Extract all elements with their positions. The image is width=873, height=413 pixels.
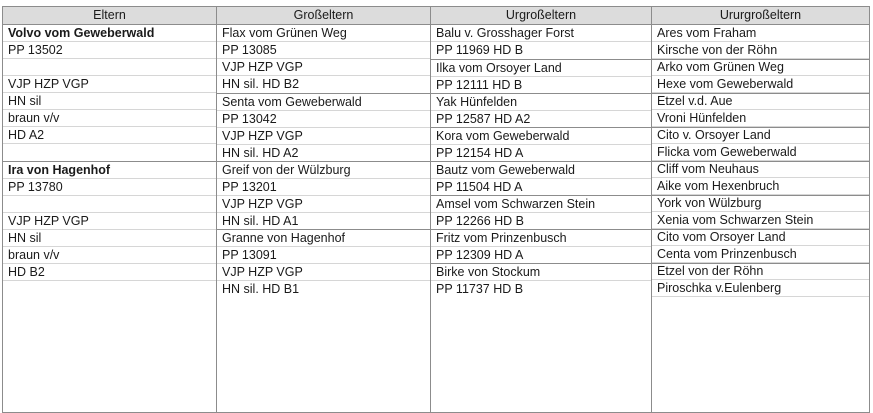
grandparent-name: Granne von Hagenhof [217,230,430,247]
header-grosseltern: Großeltern [216,7,430,24]
great-grandparent-name: Kora vom Geweberwald [431,128,651,145]
great-grandparent-name: Fritz vom Prinzenbusch [431,230,651,247]
grandparent-info: VJP HZP VGP [217,196,430,213]
grandparent-info: PP 13201 [217,179,430,196]
great-grandparent-info: PP 12266 HD B [436,214,525,228]
parent-info: HD A2 [3,127,216,144]
parent-info: HN sil [3,93,216,110]
parent-info: VJP HZP VGP [3,76,216,93]
parent-info: braun v/v [3,110,216,127]
header-eltern: Eltern [93,8,126,22]
great-grandparent-cell [431,161,651,195]
column-grosseltern [216,25,430,412]
grandparent-info: HN sil. HD B1 [222,282,300,296]
parent-cell [3,25,216,161]
grandparent-cell [217,93,430,161]
great-great-grandparent-name: Cliff vom Neuhaus [652,161,869,178]
parent-name: Volvo vom Geweberwald [3,25,216,42]
parent-info: braun v/v [3,247,216,264]
great-great-grandparent-name: York von Wülzburg [652,195,869,212]
great-grandparent-name: Balu v. Grosshager Forst [431,25,651,42]
great-grandparent-cell [431,25,651,59]
parent-name: Ira von Hagenhof [3,162,216,179]
great-grandparent-info: PP 11737 HD B [436,282,524,296]
great-great-grandparent-name: Piroschka v.Eulenberg [652,280,869,297]
great-grandparent-info: PP 11969 HD B [436,43,524,57]
great-great-grandparent-name: Kirsche von der Röhn [652,42,869,59]
parent-info: HD B2 [3,264,216,281]
parent-info: PP 13780 [3,179,216,196]
great-great-grandparent-name: Cito vom Orsoyer Land [652,229,869,246]
grandparent-cell [217,161,430,229]
column-ururgrosseltern [651,25,869,412]
empty-line [3,281,216,298]
great-grandparent-info: PP 12587 HD A2 [436,112,531,126]
great-grandparent-cell [431,93,651,127]
empty-line [3,144,216,161]
grandparent-info: VJP HZP VGP [217,59,430,76]
pedigree-table [2,6,870,413]
great-grandparent-cell [431,59,651,93]
column-eltern [3,25,216,412]
great-great-grandparent-name: Vroni Hünfelden [652,110,869,127]
great-grandparent-info: PP 12154 HD A [436,146,524,160]
grandparent-cell [217,25,430,93]
grandparent-name: Greif von der Wülzburg [217,162,430,179]
grandparent-info: HN sil. HD B2 [222,77,300,91]
header-row [3,7,869,25]
great-great-grandparent-name: Hexe vom Geweberwald [652,76,869,93]
grandparent-info: VJP HZP VGP [217,264,430,281]
empty-line [3,196,216,213]
great-grandparent-cell [431,229,651,263]
parent-info: HN sil [3,230,216,247]
great-great-grandparent-name: Arko vom Grünen Weg [652,59,869,76]
great-great-grandparent-name: Xenia vom Schwarzen Stein [652,212,869,229]
parent-info: VJP HZP VGP [3,213,216,230]
great-grandparent-name: Ilka vom Orsoyer Land [431,60,651,77]
grandparent-name: Senta vom Geweberwald [217,94,430,111]
great-great-grandparent-name: Flicka vom Geweberwald [652,144,869,161]
great-great-grandparent-list [652,25,869,412]
great-grandparent-name: Yak Hünfelden [431,94,651,111]
grandparent-info: PP 13085 [217,42,430,59]
grandparent-info: HN sil. HD A2 [222,146,299,160]
empty-line [3,59,216,76]
header-ururgrosseltern: Ururgroßeltern [651,7,869,24]
parent-info: PP 13502 [3,42,216,59]
grandparent-info: PP 13091 [217,247,430,264]
great-grandparent-name: Birke von Stockum [431,264,651,281]
column-urgrosseltern [430,25,651,412]
great-grandparent-name: Amsel vom Schwarzen Stein [431,196,651,213]
grandparent-info: PP 13042 [217,111,430,128]
great-grandparent-cell [431,127,651,161]
parent-cell [3,161,216,297]
great-grandparent-info: PP 12309 HD A [436,248,524,262]
grandparent-cell [217,229,430,297]
great-great-grandparent-name: Ares vom Fraham [652,25,869,42]
great-great-grandparent-name: Etzel v.d. Aue [652,93,869,110]
great-great-grandparent-name: Cito v. Orsoyer Land [652,127,869,144]
grandparent-name: Flax vom Grünen Weg [217,25,430,42]
pedigree-body [3,25,869,412]
great-grandparent-cell [431,195,651,229]
great-great-grandparent-name: Aike vom Hexenbruch [652,178,869,195]
header-urgrosseltern: Urgroßeltern [430,7,651,24]
great-grandparent-info: PP 12111 HD B [436,78,523,92]
great-grandparent-cell [431,263,651,297]
great-grandparent-info: PP 11504 HD A [436,180,523,194]
grandparent-info: VJP HZP VGP [217,128,430,145]
great-great-grandparent-name: Etzel von der Röhn [652,263,869,280]
great-grandparent-name: Bautz vom Geweberwald [431,162,651,179]
grandparent-info: HN sil. HD A1 [222,214,299,228]
great-great-grandparent-name: Centa vom Prinzenbusch [652,246,869,263]
